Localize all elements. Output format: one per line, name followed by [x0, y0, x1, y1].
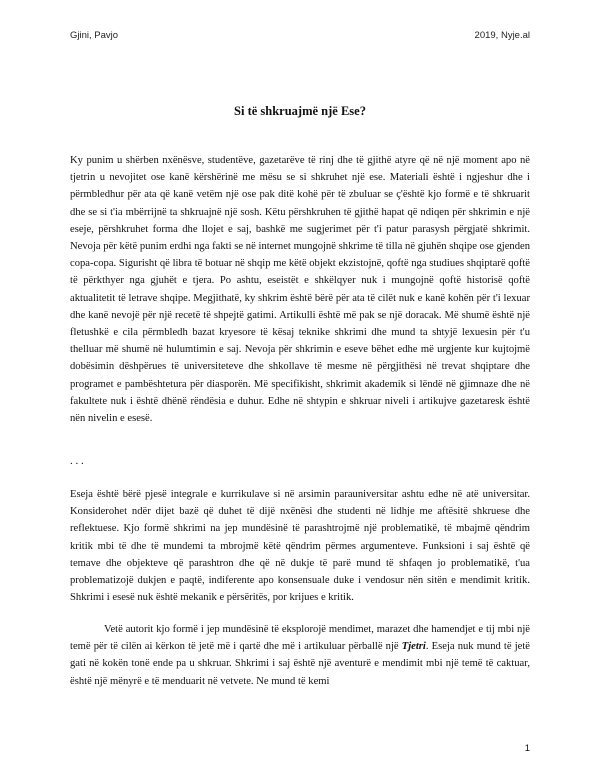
- intro-paragraph: Ky punim u shërben nxënësve, studentëve, gazetarëve të rinj dhe të gjithë atyre që në një moment apo në tjetrin u nevojitet ose kanë kërshërinë me mësu se si shkruhet një ese. Materiali është i ngjeshur dhe i përmbledhur për ata që kanë vetëm një ose pak ditë kohë për të zbuluar se ç'është kjo formë e të shkruarit dhe se si t'ia mbërrijnë ta shkruajnë një sosh. Këtu përshkruhen të gjithë hapat që ndiqen për shkrimin e një eseje, përshkruhet forma dhe llojet e saj, bashkë me sugjerimet për t'i patur parasysh përgjatë shkrimit. Nevoja për këtë punim erdhi nga fakti se në internet mungojnë shkrime të tilla në gjuhën shqipe ose gjenden copa-copa. Sigurisht që libra të botuar në shqip me këtë objekt ekzistojnë, qoftë nga studiues shqiptarë qoftë të përkthyer nga gjuhët e tjera. Po ashtu, eseistët e shkëlqyer nuk i mungojnë qoftë historisë qoftë aktualitetit të letrave shqipe. Megjithatë, ky shkrim është bërë për ata të cilët nuk e kanë kohën për t'i lexuar dhe kanë nevojë për një recetë të shpejtë gatimi. Artikulli është më pak se një doracak. Më shumë është një fletushkë e cila përmbledh bazat kryesore të kësaj teknike shkrimi dhe mund ta shtyjë lexuesin për t'u thelluar më shumë në hulumtimin e saj. Nevoja për shkrimin e eseve bëhet edhe më urgjente kur kujtojmë dobësimin dëshpërues të universiteteve dhe shkollave të mesme në përgjithësi në trevat shqiptare dhe programet e pambështetura për diasporën. Më specifikisht, shkrimit akademik si lëndë në gjimnaze dhe në fakultete nuk i është dhënë rëndësia e duhur. Edhe në shtypin e shkruar niveli i artikujve gazetaresk është nën nivelin e esesë.: [70, 155, 530, 425]
- page-number: 1: [524, 743, 530, 754]
- body-paragraph-2: [70, 621, 530, 690]
- page-title: Si të shkruajmë një Ese?: [234, 104, 366, 118]
- body-paragraph-2-text-start: Vetë autorit kjo formë i jep mundësinë të eksplorojë mendimet, marazet dhe hamendjet e tij mbi një temë për të cilën ai kërkon të jetë më i qartë dhe më i artikuluar përballë një: [70, 624, 530, 653]
- header-year-source: 2019, Nyje.al: [474, 30, 530, 41]
- body-paragraph-1: Eseja është bërë pjesë integrale e kurrikulave si në arsimin parauniversitar ashtu edhe në atë universitar. Konsiderohet ndër dijet bazë që duhet të dijë nxënësi dhe studenti në lidhje me aftësitë shkruese dhe reflektuese. Kjo formë shkrimi na jep mundësinë të parashtrojmë një problematikë, të mbajmë qëndrim kritik mbi të dhe të mundemi ta mbrojmë këtë qëndrim përmes argumenteve. Funksioni i saj është që temave dhe objekteve që parashtron dhe që në dukje të parë mund të shfaqen jo problematikë, t'ua problematizojë dukjen e paqtë, indiferente apo konsensuale duke i vendosur nën sitën e mendimit kritik. Shkrimi i esesë nuk është mekanik e përsëritës, por krijues e kritik.: [70, 489, 530, 604]
- ellipsis-separator: . . .: [70, 455, 84, 467]
- emphasized-word: Tjetri: [401, 641, 426, 653]
- body-paragraph-2-text-end: . Eseja nuk mund të jetë gati në kokën tonë ende pa u shkruar. Shkrimi i saj është një aventurë e mendimit mbi një temë të caktuar, është një mënyrë e të menduarit në vetvete. Ne mund të kemi: [70, 641, 530, 687]
- header-author: Gjini, Pavjo: [70, 30, 119, 41]
